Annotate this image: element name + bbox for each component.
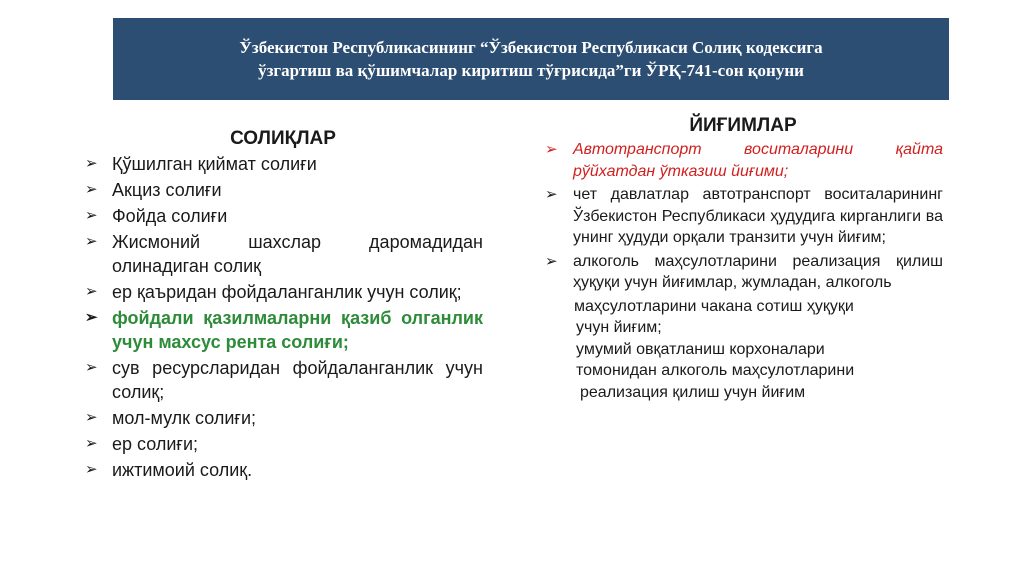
sub-line: умумий овқатланиш корхоналари — [576, 340, 825, 358]
fees-heading: ЙИҒИМЛАР — [689, 115, 797, 136]
arrowhead-bullet-icon: ➢ — [85, 309, 98, 326]
list-item: ➢ чет давлатлар автотранспорт воситаларининг Ўзбекистон Республикаси ҳудудига кирганлиги ва унинг ҳудуди орқали транзити учун йиғим; — [545, 186, 943, 246]
sub-line: томонидан алкоголь маҳсулотларини — [576, 362, 855, 379]
fees-column — [543, 115, 943, 403]
list-item: ➢ ер солиғи; — [85, 434, 199, 454]
arrowhead-bullet-icon: ➢ — [85, 359, 98, 376]
taxes-heading: СОЛИҚЛАР — [230, 128, 336, 149]
fees-sub-text — [543, 296, 943, 404]
list-item: ➢ ижтимоий солиқ. — [85, 460, 253, 480]
title-line-1: Ўзбекистон Республикасининг “Ўзбекистон Республикаси Солиқ кодексига — [239, 38, 823, 57]
sub-line: реализация қилиш учун йиғим — [580, 383, 806, 401]
list-item: ➢ Акциз солиғи — [85, 180, 222, 200]
list-item: ➢ Фойда солиғи — [85, 206, 228, 226]
list-item: ➢ Жисмоний шахслар даромадидан олинадиган солиқ — [85, 232, 483, 276]
list-item: ➢ Қўшилган қиймат солиғи — [85, 154, 317, 174]
arrowhead-bullet-icon: ➢ — [85, 155, 98, 172]
title-banner — [113, 18, 949, 100]
list-item: ➢ сув ресурсларидан фойдаланганлик учун солиқ; — [85, 358, 483, 402]
arrowhead-bullet-icon: ➢ — [85, 409, 98, 426]
list-item: ➢ мол-мулк солиғи; — [85, 408, 257, 428]
list-item: ➢ ер қаъридан фойдаланганлик учун солиқ; — [85, 282, 462, 302]
list-item-highlighted: ➢ Автотранспорт воситаларини қайта рўйхатдан ўтказиш йиғими; — [545, 141, 943, 180]
sub-line: маҳсулотларини чакана сотиш ҳуқуқи — [574, 297, 854, 315]
arrowhead-bullet-icon: ➢ — [85, 233, 98, 250]
arrowhead-bullet-icon: ➢ — [545, 252, 558, 270]
arrowhead-bullet-icon: ➢ — [85, 435, 98, 452]
arrowhead-bullet-icon: ➢ — [85, 207, 98, 224]
arrowhead-bullet-icon: ➢ — [545, 141, 558, 158]
title-line-2: ўзгартиш ва қўшимчалар киритиш тўғрисида”ги ЎРҚ-741-сон қонуни — [258, 61, 804, 80]
taxes-list — [83, 152, 483, 482]
list-item-highlighted: ➢ фойдали қазилмаларни қазиб олганлик учун махсус рента солиғи; — [85, 308, 483, 352]
list-item: ➢ алкоголь маҳсулотларини реализация қилиш ҳуқуқи учун йиғимлар, жумладан, алкоголь — [545, 252, 943, 291]
sub-line: учун йиғим; — [576, 319, 662, 336]
arrowhead-bullet-icon: ➢ — [85, 283, 98, 300]
arrowhead-bullet-icon: ➢ — [545, 186, 558, 203]
taxes-column — [83, 128, 483, 484]
fees-list — [543, 139, 943, 294]
arrowhead-bullet-icon: ➢ — [85, 461, 98, 478]
arrowhead-bullet-icon: ➢ — [85, 181, 98, 198]
